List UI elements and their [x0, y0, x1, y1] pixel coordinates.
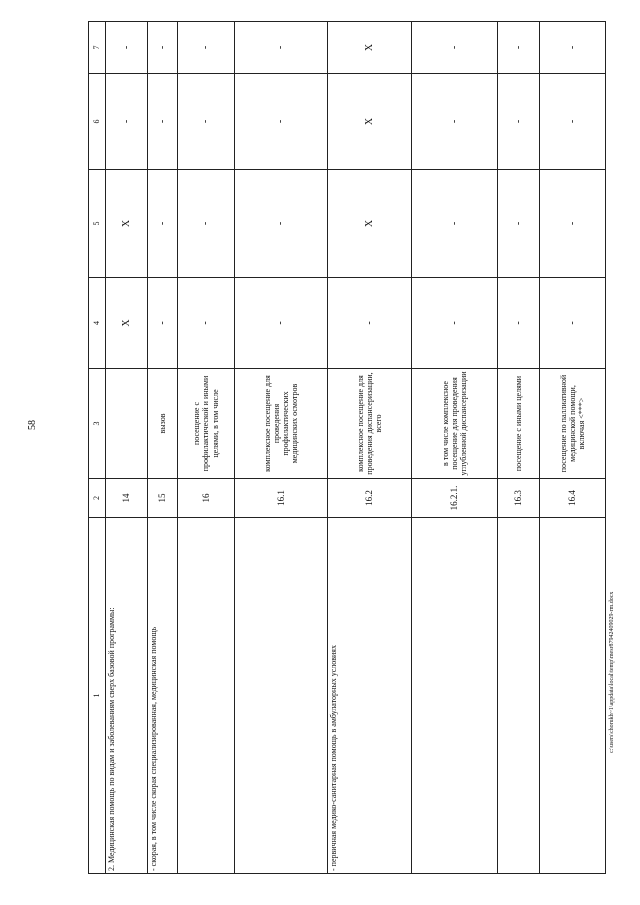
row-label-cell: - скорая, в том числе скорая специализированная, медицинская помощь	[148, 518, 178, 874]
value-cell: -	[498, 278, 540, 369]
value-cell: -	[148, 170, 178, 278]
value-cell: -	[106, 22, 148, 74]
table-row	[540, 22, 606, 874]
footer-path-text: c:\users\chorukh~1\appdata\local\temp\mesr87942409029-rm.docx	[609, 591, 615, 753]
value-cell: X	[106, 278, 148, 369]
value-cell: -	[178, 278, 235, 369]
footer-file-path	[609, 591, 619, 763]
table-row	[412, 22, 498, 874]
unit-cell: комплексное посещение для проведения диспансеризации, всего	[328, 369, 412, 479]
value-cell: -	[498, 170, 540, 278]
rotated-table-frame	[88, 22, 603, 874]
value-cell: -	[412, 278, 498, 369]
value-cell: -	[412, 74, 498, 170]
value-cell: -	[235, 74, 328, 170]
header-cell: 2	[89, 479, 106, 518]
unit-cell: в том числе комплексное посещение для проведения углубленной диспансеризации	[412, 369, 498, 479]
row-label-cell	[540, 518, 606, 874]
row-number-cell: 14	[106, 479, 148, 518]
unit-cell: комплексное посещение для проведения профилактических медицинских осмотров	[235, 369, 328, 479]
value-cell: -	[178, 22, 235, 74]
data-table	[88, 21, 606, 874]
value-cell: -	[148, 74, 178, 170]
value-cell: -	[412, 170, 498, 278]
row-label-cell	[235, 518, 328, 874]
value-cell: -	[148, 278, 178, 369]
table-row	[498, 22, 540, 874]
row-number-cell: 16.2.1.	[412, 479, 498, 518]
header-cell: 6	[89, 74, 106, 170]
row-number-cell: 16.4	[540, 479, 606, 518]
row-label-cell: - первичная медико-санитарная помощь в амбулаторных условиях	[328, 518, 412, 874]
value-cell: -	[540, 170, 606, 278]
header-cell: 3	[89, 369, 106, 479]
header-cell: 4	[89, 278, 106, 369]
value-cell: -	[106, 74, 148, 170]
value-cell: X	[328, 22, 412, 74]
row-number-cell: 16	[178, 479, 235, 518]
value-cell: -	[498, 22, 540, 74]
value-cell: -	[148, 22, 178, 74]
table-row	[235, 22, 328, 874]
header-cell: 5	[89, 170, 106, 278]
value-cell: -	[540, 22, 606, 74]
value-cell: -	[540, 74, 606, 170]
row-number-cell: 15	[148, 479, 178, 518]
table-row	[328, 22, 412, 874]
value-cell: -	[328, 278, 412, 369]
value-cell: X	[106, 170, 148, 278]
value-cell: -	[235, 22, 328, 74]
page-number: 58	[27, 420, 38, 430]
value-cell: -	[178, 74, 235, 170]
value-cell: -	[540, 278, 606, 369]
value-cell: -	[235, 170, 328, 278]
value-cell: X	[328, 170, 412, 278]
table-row	[178, 22, 235, 874]
row-label-cell	[412, 518, 498, 874]
unit-cell	[106, 369, 148, 479]
value-cell: -	[498, 74, 540, 170]
unit-cell: вызов	[148, 369, 178, 479]
table-row	[148, 22, 178, 874]
value-cell: X	[328, 74, 412, 170]
row-number-cell: 16.3	[498, 479, 540, 518]
unit-cell: посещение по паллиативной медицинской помощи, включая <***>	[540, 369, 606, 479]
unit-cell: посещение с профилактической и иными целями, в том числе	[178, 369, 235, 479]
table-row	[106, 22, 148, 874]
table-container	[88, 22, 603, 874]
header-cell: 7	[89, 22, 106, 74]
header-cell: 1	[89, 518, 106, 874]
value-cell: -	[178, 170, 235, 278]
unit-cell: посещение с иными целями	[498, 369, 540, 479]
value-cell: -	[235, 278, 328, 369]
header-row	[89, 22, 106, 874]
row-label-cell	[178, 518, 235, 874]
row-number-cell: 16.1	[235, 479, 328, 518]
row-label-cell: 2. Медицинская помощь по видам и заболеваниям сверх базовой программы:	[106, 518, 148, 874]
value-cell: -	[412, 22, 498, 74]
row-number-cell: 16.2	[328, 479, 412, 518]
row-label-cell	[498, 518, 540, 874]
